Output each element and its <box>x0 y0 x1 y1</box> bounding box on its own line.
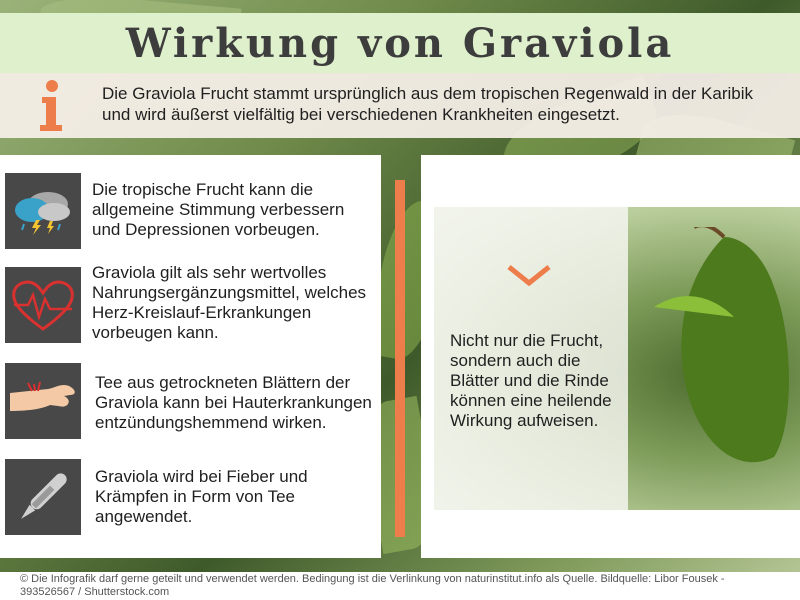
effect-text-3: Tee aus getrockneten Blättern der Graviola kann bei Hauterkrankungen entzündungshemmend wirken. <box>95 373 372 432</box>
weather-cloud-icon <box>5 173 81 249</box>
intro-text: Die Graviola Frucht stammt ursprünglich aus dem tropischen Regenwald in der Karibik und wird äußerst vielfältig bei verschiedenen Krankheiten eingesetzt. <box>102 84 754 124</box>
photo-overlay <box>434 207 628 510</box>
effect-text-4: Graviola wird bei Fieber und Krämpfen in Form von Tee angewendet. <box>95 467 308 526</box>
info-icon <box>36 79 66 133</box>
divider-bar <box>395 180 405 537</box>
intro-bar <box>0 73 800 138</box>
footer <box>0 572 800 600</box>
title-bar <box>0 13 800 73</box>
effects-panel <box>0 155 381 558</box>
graviola-fruit-image <box>654 227 794 487</box>
chevron-down-icon <box>507 265 551 287</box>
graviola-photo <box>434 207 800 510</box>
photo-caption: Nicht nur die Frucht, sondern auch die Blätter und die Rinde können eine heilende Wirkung aufweisen. <box>450 331 612 430</box>
page-title: Wirkung von Graviola <box>125 19 675 67</box>
arm-icon <box>5 363 81 439</box>
heart-pulse-icon <box>5 267 81 343</box>
footer-credit: © Die Infografik darf gerne geteilt und verwendet werden. Bedingung ist die Verlinkung von naturinstitut.info als Quelle. Bildquelle: Libor Fousek - 393526567 / Shutterstock.com <box>20 573 725 598</box>
thermometer-icon <box>5 459 81 535</box>
effect-text-1: Die tropische Frucht kann die allgemeine Stimmung verbessern und Depressionen vorbeugen. <box>92 180 345 239</box>
effect-text-2: Graviola gilt als sehr wertvolles Nahrungsergänzungsmittel, welches Herz-Kreislauf-Erkrankungen vorbeugen kann. <box>92 263 367 342</box>
